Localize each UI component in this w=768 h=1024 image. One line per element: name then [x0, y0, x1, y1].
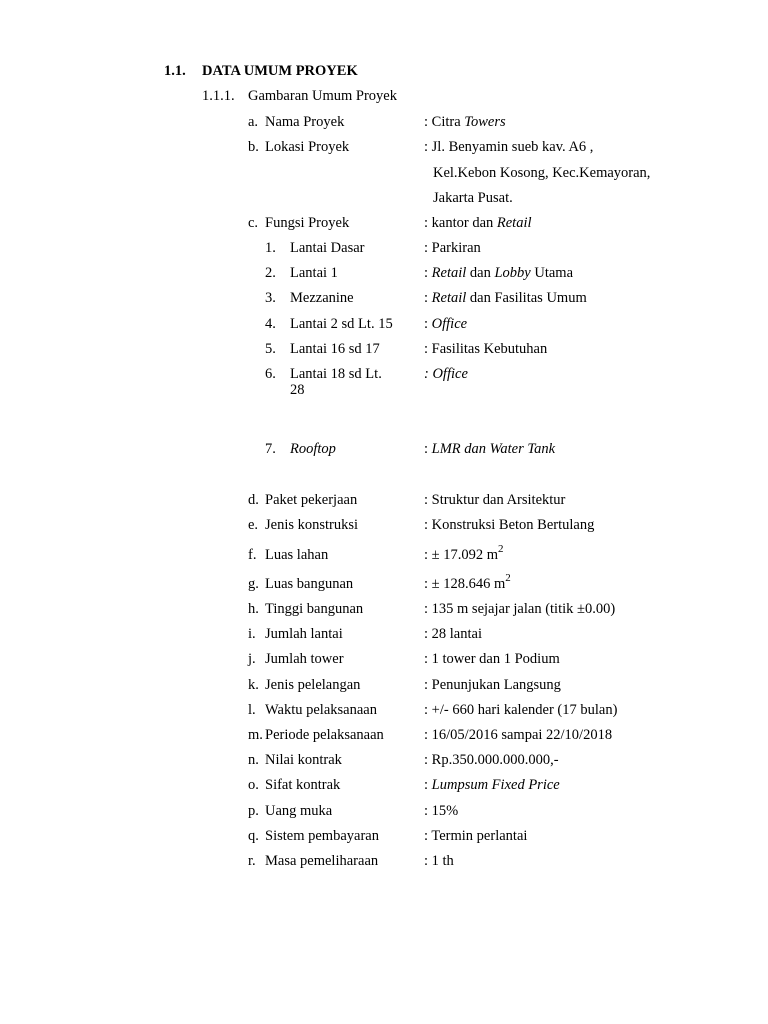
- item-label: n.: [248, 752, 259, 768]
- item-value-jenis-pelelangan: : Penunjukan Langsung: [424, 677, 561, 693]
- sub-item-number: 7.: [265, 441, 276, 457]
- subsection-title: Gambaran Umum Proyek: [248, 88, 397, 104]
- item-value-waktu-pelaksanaan: : +/- 660 hari kalender (17 bulan): [424, 702, 618, 718]
- item-key-tinggi-bangunan: Tinggi bangunan: [265, 601, 364, 617]
- sub-item-key: Rooftop: [290, 441, 336, 457]
- item-key-paket-pekerjaan: Paket pekerjaan: [265, 492, 358, 508]
- item-label: d.: [248, 492, 259, 508]
- sub-item-number: 4.: [265, 316, 276, 332]
- item-key-jumlah-lantai: Jumlah lantai: [265, 626, 343, 642]
- sub-item-key: Lantai 1: [290, 265, 338, 281]
- sub-item-value: : Retail dan Lobby Utama: [424, 265, 574, 281]
- item-key-lokasi-proyek: Lokasi Proyek: [265, 139, 350, 155]
- item-label: c.: [248, 215, 259, 231]
- item-key-nama-proyek: Nama Proyek: [265, 114, 345, 130]
- sub-item-number: 5.: [265, 341, 276, 357]
- item-label: r.: [248, 853, 256, 869]
- item-key-sistem-pembayaran: Sistem pembayaran: [265, 828, 379, 844]
- sub-item-number: 6.: [265, 366, 276, 382]
- item-label: j.: [248, 651, 256, 667]
- item-key-nilai-kontrak: Nilai kontrak: [265, 752, 342, 768]
- item-value-jumlah-tower: : 1 tower dan 1 Podium: [424, 651, 560, 667]
- sub-item-value: : Parkiran: [424, 240, 481, 256]
- item-label: f.: [248, 547, 257, 563]
- sub-item-number: 2.: [265, 265, 276, 281]
- item-value-sifat-kontrak: : Lumpsum Fixed Price: [424, 777, 560, 793]
- item-value-uang-muka: : 15%: [424, 803, 459, 819]
- item-label: g.: [248, 576, 259, 592]
- item-key-waktu-pelaksanaan: Waktu pelaksanaan: [265, 702, 377, 718]
- sub-item-value: : LMR dan Water Tank: [424, 441, 556, 457]
- item-label: i.: [248, 626, 256, 642]
- item-value-luas-lahan: : ± 17.092 $m^2$: [424, 543, 504, 563]
- item-label: e.: [248, 517, 259, 533]
- item-value-luas-bangunan: : ± 128.646 $m^2$: [424, 572, 511, 592]
- item-label: m.: [248, 727, 263, 743]
- item-key-luas-bangunan: Luas bangunan: [265, 576, 354, 592]
- item-value-sistem-pembayaran: : Termin perlantai: [424, 828, 528, 844]
- sub-item-value: : Fasilitas Kebutuhan: [424, 341, 548, 357]
- section-number: 1.1.: [164, 63, 186, 79]
- item-key-jenis-pelelangan: Jenis pelelangan: [265, 677, 361, 693]
- item-label: k.: [248, 677, 259, 693]
- item-label: l.: [248, 702, 256, 718]
- item-value-jumlah-lantai: : 28 lantai: [424, 626, 482, 642]
- sub-item-value: : Retail dan Fasilitas Umum: [424, 290, 587, 306]
- item-key-jenis-konstruksi: Jenis konstruksi: [265, 517, 359, 533]
- item-label: p.: [248, 803, 259, 819]
- item-value-jenis-konstruksi: : Konstruksi Beton Bertulang: [424, 517, 595, 533]
- item-label: o.: [248, 777, 259, 793]
- item-key-sifat-kontrak: Sifat kontrak: [265, 777, 341, 793]
- sub-item-value: : Office: [424, 366, 468, 382]
- item-label: b.: [248, 139, 259, 155]
- item-key-uang-muka: Uang muka: [265, 803, 333, 819]
- item-value-lokasi-line1: : Jl. Benyamin sueb kav. A6 ,: [424, 139, 594, 155]
- item-key-luas-lahan: Luas lahan: [265, 547, 329, 563]
- sub-item-key: Mezzanine: [290, 290, 354, 306]
- sub-item-key: Lantai 2 sd Lt. 15: [290, 316, 393, 332]
- sub-item-key: Lantai 16 sd 17: [290, 341, 380, 357]
- section-title: DATA UMUM PROYEK: [202, 63, 358, 79]
- item-key-jumlah-tower: Jumlah tower: [265, 651, 344, 667]
- sub-item-value: : Office: [424, 316, 468, 332]
- sub-item-key: Lantai Dasar: [290, 240, 365, 256]
- item-label: q.: [248, 828, 259, 844]
- item-value-nilai-kontrak: : Rp.350.000.000.000,-: [424, 752, 559, 768]
- item-value-lokasi-line3: Jakarta Pusat.: [433, 190, 513, 206]
- subsection-number: 1.1.1.: [202, 88, 235, 104]
- item-label: a.: [248, 114, 259, 130]
- item-value-nama-proyek: : Citra Towers: [424, 114, 506, 130]
- item-value-masa-pemeliharaan: : 1 th: [424, 853, 454, 869]
- item-value-fungsi-proyek: : kantor dan Retail: [424, 215, 532, 231]
- sub-item-key-continued: 28: [290, 382, 305, 398]
- item-label: h.: [248, 601, 259, 617]
- item-key-fungsi-proyek: Fungsi Proyek: [265, 215, 350, 231]
- item-key-masa-pemeliharaan: Masa pemeliharaan: [265, 853, 379, 869]
- sub-item-number: 3.: [265, 290, 276, 306]
- item-value-tinggi-bangunan: : 135 m sejajar jalan (titik ±0.00): [424, 601, 616, 617]
- item-value-periode-pelaksanaan: : 16/05/2016 sampai 22/10/2018: [424, 727, 613, 743]
- sub-item-number: 1.: [265, 240, 276, 256]
- item-key-periode-pelaksanaan: Periode pelaksanaan: [265, 727, 384, 743]
- item-value-paket-pekerjaan: : Struktur dan Arsitektur: [424, 492, 566, 508]
- item-value-lokasi-line2: Kel.Kebon Kosong, Kec.Kemayoran,: [433, 165, 651, 181]
- sub-item-key: Lantai 18 sd Lt.: [290, 366, 382, 382]
